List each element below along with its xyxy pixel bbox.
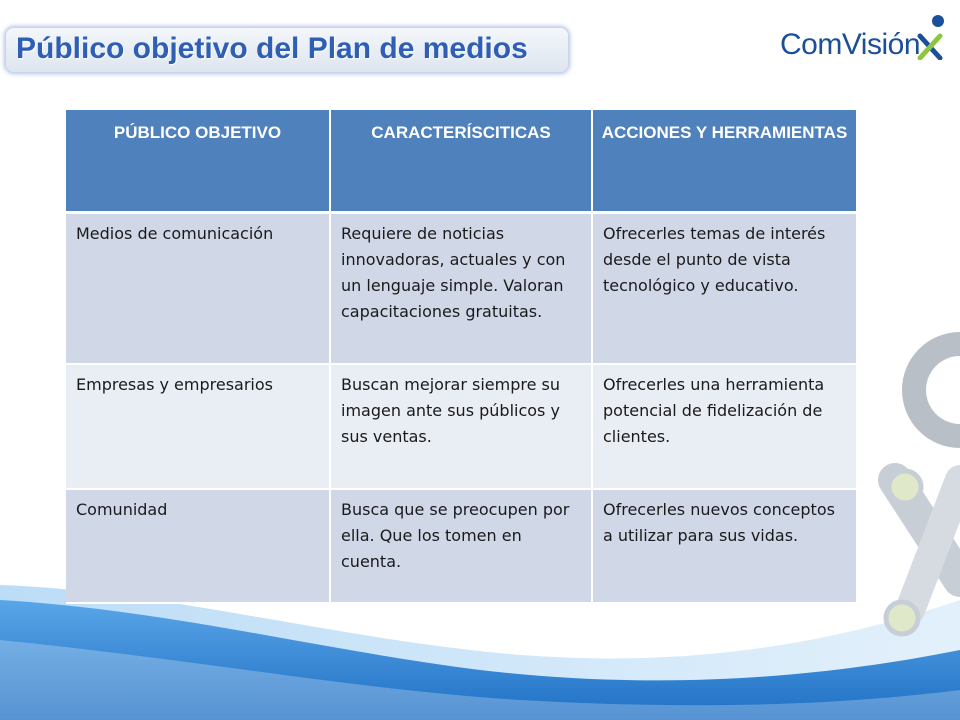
cell-publico: Empresas y empresarios [66, 364, 330, 489]
header-publico-objetivo: PÚBLICO OBJETIVO [66, 110, 330, 212]
comvision-logo [780, 14, 950, 64]
table-row [66, 212, 856, 364]
target-audience-table [66, 110, 856, 604]
header-acciones-herramientas: ACCIONES Y HERRAMIENTAS [592, 110, 856, 212]
table-row [66, 489, 856, 603]
cell-acciones: Ofrecerles nuevos conceptos a utilizar para sus vidas. [592, 489, 856, 603]
table-header-row [66, 110, 856, 212]
cell-acciones: Ofrecerles una herramienta potencial de fidelización de clientes. [592, 364, 856, 489]
table-row [66, 364, 856, 489]
cell-caracteristicas: Buscan mejorar siempre su imagen ante sus públicos y sus ventas. [330, 364, 592, 489]
decorative-shapes [870, 330, 960, 660]
cell-caracteristicas: Requiere de noticias innovadoras, actuales y con un lenguaje simple. Valoran capacitaciones gratuitas. [330, 212, 592, 364]
logo-text: ComVisión [780, 28, 921, 61]
cell-caracteristicas: Busca que se preocupen por ella. Que los tomen en cuenta. [330, 489, 592, 603]
header-caracteristicas: CARACTERÍSCITICAS [330, 110, 592, 212]
cell-publico: Comunidad [66, 489, 330, 603]
cell-acciones: Ofrecerles temas de interés desde el punto de vista tecnológico y educativo. [592, 212, 856, 364]
logo-x-icon [916, 14, 946, 60]
cell-publico: Medios de comunicación [66, 212, 330, 364]
title-banner [6, 28, 568, 72]
slide-title: Público objetivo del Plan de medios [16, 32, 528, 65]
